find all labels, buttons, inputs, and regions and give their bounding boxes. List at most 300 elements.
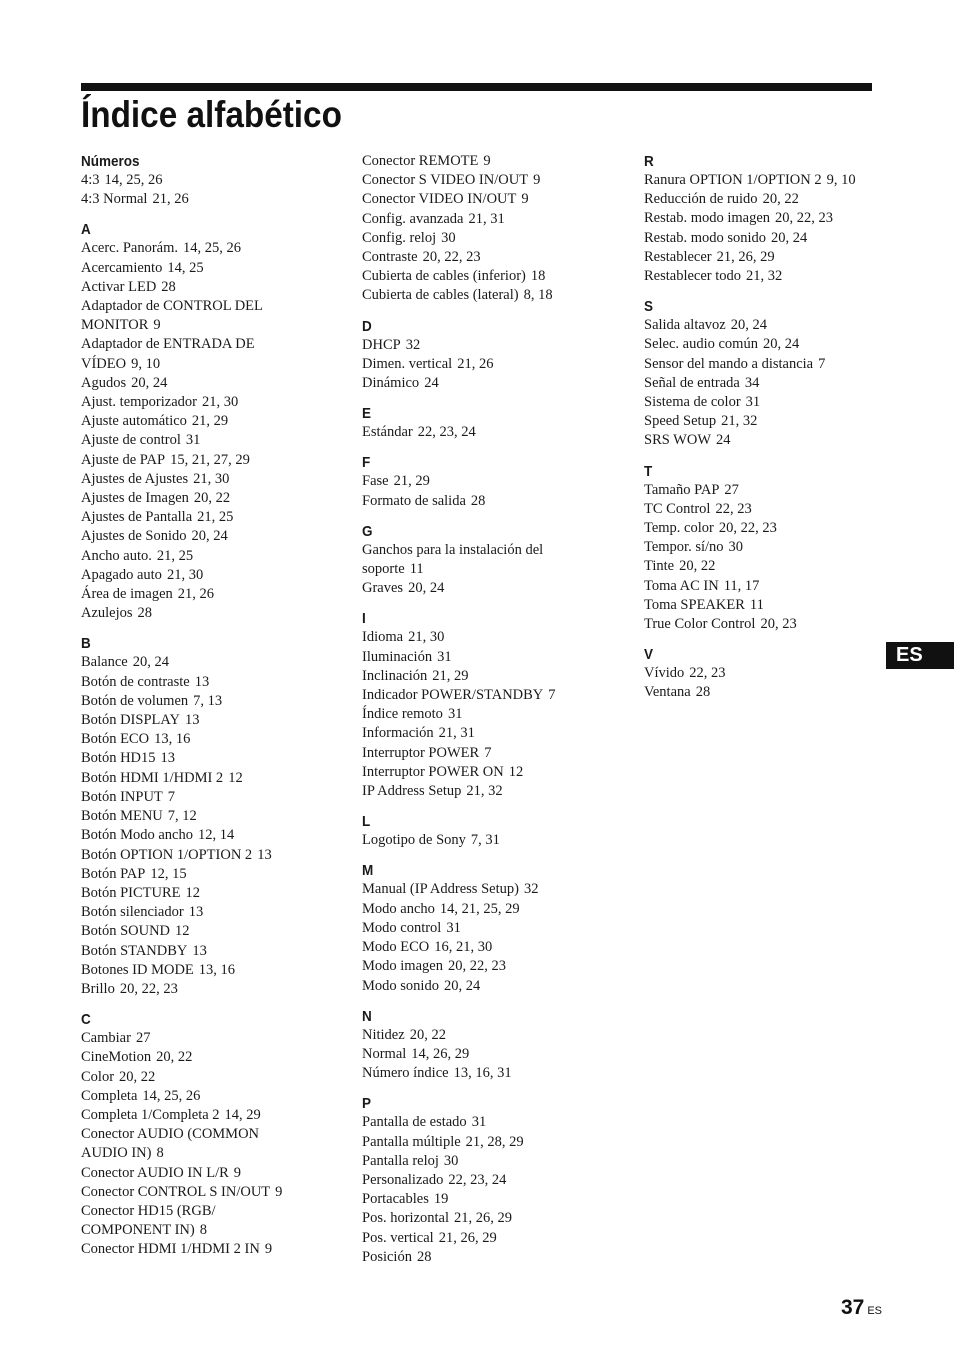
index-entry [362, 1171, 622, 1190]
index-entry [81, 604, 341, 623]
index-pages: 13, 16, 31 [453, 1065, 512, 1082]
index-term: Botón INPUT [81, 788, 163, 805]
section-heading: L [362, 813, 371, 831]
index-column-3 [644, 152, 904, 703]
page-title: Índice alfabético [81, 94, 342, 135]
index-entry [81, 1164, 341, 1183]
index-term: True Color Control [644, 616, 756, 633]
index-term: Portacables [362, 1191, 429, 1208]
index-term: Tinte [644, 558, 675, 575]
index-term: Botón de volumen [81, 692, 189, 709]
index-entry [644, 374, 904, 393]
index-pages: 21, 26 [177, 586, 215, 603]
index-entry [81, 769, 341, 788]
index-entry [362, 919, 622, 938]
index-pages: 28 [137, 605, 153, 622]
index-term: Dinámico [362, 375, 420, 392]
index-entry [81, 527, 341, 546]
section-heading: B [81, 635, 91, 653]
index-term: Contraste [362, 249, 418, 266]
section-heading: G [362, 522, 373, 540]
index-term: Botón PAP [81, 865, 146, 882]
index-section [362, 404, 622, 442]
index-pages: 20, 22 [409, 1026, 446, 1043]
index-pages: 22, 23 [689, 665, 726, 682]
index-entry [362, 628, 622, 647]
index-entry [362, 472, 622, 491]
index-section [362, 609, 622, 801]
index-pages: 21, 26, 29 [454, 1210, 512, 1227]
index-pages: 20, 22 [679, 558, 716, 575]
section-heading: A [81, 221, 91, 239]
index-entry [81, 1106, 341, 1125]
index-pages: 24 [716, 432, 731, 449]
index-pages: 13 [160, 750, 176, 767]
index-pages: 21, 26, 29 [438, 1229, 497, 1246]
index-term: Conector AUDIO (COMMON [81, 1126, 260, 1143]
index-pages: 20, 24 [771, 229, 808, 246]
index-entry [81, 730, 341, 749]
index-pages: 14, 29 [224, 1106, 261, 1123]
index-pages: 14, 25 [167, 259, 204, 276]
index-term: COMPONENT IN) [81, 1222, 195, 1239]
index-pages: 14, 25, 26 [142, 1087, 201, 1104]
index-term: Acerc. Panorám. [81, 240, 179, 257]
index-pages: 30 [728, 539, 744, 556]
index-entry [81, 335, 341, 354]
index-entry [644, 538, 904, 557]
section-heading: P [362, 1095, 372, 1113]
index-entry [81, 846, 341, 865]
index-pages: 20, 22 [193, 490, 231, 507]
index-entry [362, 267, 622, 286]
index-term: Agudos [81, 374, 127, 391]
index-term: MONITOR [81, 317, 149, 334]
index-column-2 [362, 152, 622, 1267]
index-term: Modo control [362, 919, 442, 936]
index-entry [362, 336, 622, 355]
index-pages: 21, 32 [721, 413, 758, 430]
index-entry [81, 1202, 341, 1221]
index-entry [81, 278, 341, 297]
index-term: Información [362, 725, 434, 742]
section-heading: S [644, 298, 654, 316]
index-term: Speed Setup [644, 413, 717, 430]
index-term: Azulejos [81, 605, 133, 622]
index-entry [644, 431, 904, 450]
index-pages: 30 [441, 229, 456, 246]
index-pages: 8 [199, 1222, 207, 1239]
index-term: Restablecer [644, 248, 712, 265]
index-pages: 32 [523, 881, 539, 898]
index-pages: 20, 22, 23 [119, 980, 178, 997]
index-pages: 24 [424, 375, 439, 392]
index-term: Ranura OPTION 1/OPTION 2 [644, 172, 822, 188]
index-term: Config. reloj [362, 229, 437, 246]
index-pages: 7, 12 [167, 808, 197, 825]
index-pages: 21, 30 [193, 470, 230, 487]
index-pages: 31 [745, 394, 761, 411]
index-term: Ajustes de Imagen [81, 490, 189, 507]
index-pages: 7 [484, 744, 492, 761]
index-term: Ventana [644, 684, 691, 701]
index-entry [362, 900, 622, 919]
index-term: soporte [362, 561, 405, 578]
index-pages: 34 [744, 374, 760, 391]
index-pages: 7 [167, 788, 176, 805]
index-entry [81, 1240, 341, 1259]
index-term: Adaptador de CONTROL DEL [81, 298, 263, 315]
index-entry [362, 1045, 622, 1064]
index-pages: 20, 22 [119, 1068, 156, 1085]
index-term: CineMotion [81, 1049, 152, 1066]
index-term: Ajustes de Sonido [81, 528, 187, 545]
index-pages: 16, 21, 30 [434, 939, 493, 956]
index-entry [81, 1144, 341, 1163]
index-term: Área de imagen [81, 586, 173, 603]
index-entry [81, 489, 341, 508]
index-entry [81, 807, 341, 826]
index-entry [81, 826, 341, 845]
section-heading: C [81, 1011, 91, 1029]
index-pages: 7, 31 [470, 832, 500, 849]
index-pages: 21, 32 [746, 268, 783, 285]
index-term: Temp. color [644, 520, 714, 537]
index-pages: 28 [416, 1248, 432, 1265]
index-term: Modo ancho [362, 900, 435, 917]
index-pages: 20, 22 [156, 1049, 193, 1066]
index-pages: 9, 10 [131, 355, 161, 372]
index-entry [644, 557, 904, 576]
index-pages: 7 [548, 687, 556, 704]
index-term: Botón ECO [81, 731, 150, 748]
index-term: Reducción de ruido [644, 191, 758, 208]
index-pages: 21, 25 [197, 509, 234, 526]
index-entry [81, 171, 341, 190]
index-term: Toma AC IN [644, 577, 719, 594]
index-entry [362, 229, 622, 248]
index-entry [81, 788, 341, 807]
index-pages: 20, 22, 23 [775, 210, 834, 227]
index-pages: 32 [405, 336, 421, 353]
index-pages: 31 [447, 706, 463, 723]
index-term: Ajuste de control [81, 432, 181, 449]
index-entry [81, 711, 341, 730]
index-section [81, 1010, 341, 1259]
index-pages: 14, 26, 29 [411, 1045, 470, 1062]
index-term: Idioma [362, 629, 404, 646]
index-entry [644, 248, 904, 267]
index-entry [81, 412, 341, 431]
section-heading: R [644, 153, 654, 170]
index-pages: 12 [175, 923, 190, 940]
index-entry [362, 286, 622, 305]
index-term: Conector CONTROL S IN/OUT [81, 1183, 271, 1200]
index-entry [81, 1048, 341, 1067]
index-entry [81, 884, 341, 903]
index-term: Botón PICTURE [81, 884, 181, 901]
index-pages: 11 [749, 596, 764, 613]
index-pages: 9 [264, 1241, 273, 1258]
section-heading: N [362, 1007, 372, 1025]
index-entry [362, 1133, 622, 1152]
index-term: Ganchos para la instalación del [362, 541, 544, 558]
index-entry [81, 903, 341, 922]
index-term: Formato de salida [362, 492, 466, 509]
index-term: Activar LED [81, 278, 157, 295]
index-term: Modo imagen [362, 958, 443, 975]
section-heading: V [644, 646, 654, 664]
index-pages: 21, 30 [166, 566, 204, 583]
index-term: Normal [362, 1045, 407, 1062]
index-term: Señal de entrada [644, 374, 740, 391]
index-entry [81, 316, 341, 335]
index-pages: 20, 22, 23 [422, 249, 481, 266]
index-term: Acercamiento [81, 259, 163, 276]
index-pages: 21, 30 [201, 394, 239, 411]
index-entry [644, 412, 904, 431]
index-entry [81, 1029, 341, 1048]
index-term: SRS WOW [644, 432, 712, 449]
index-entry [362, 579, 622, 598]
index-section [644, 152, 904, 286]
index-entry [362, 190, 622, 209]
index-entry [362, 724, 622, 743]
index-term: Logotipo de Sony [362, 832, 466, 849]
index-term: Balance [81, 654, 128, 671]
index-pages: 13 [192, 942, 207, 959]
index-entry [362, 831, 622, 850]
index-entry [81, 451, 341, 470]
index-entry [362, 1190, 622, 1209]
index-term: Pantalla reloj [362, 1152, 439, 1169]
index-entry [362, 1229, 622, 1248]
index-entry [362, 705, 622, 724]
index-pages: 20, 22, 23 [718, 520, 777, 537]
index-entry [644, 519, 904, 538]
index-pages: 22, 23, 24 [448, 1171, 507, 1188]
index-entry [644, 500, 904, 519]
index-pages: 20, 24 [131, 374, 168, 391]
index-term: Número índice [362, 1065, 449, 1082]
index-term: Iluminación [362, 648, 433, 665]
index-section [362, 861, 622, 995]
index-pages: 9 [533, 172, 541, 189]
index-term: Vívido [644, 665, 685, 682]
index-entry [81, 508, 341, 527]
index-term: Nitidez [362, 1026, 405, 1043]
index-section [362, 1094, 622, 1267]
index-entry [81, 865, 341, 884]
index-term: Dimen. vertical [362, 355, 453, 372]
index-entry [644, 335, 904, 354]
index-pages: 8, 18 [523, 287, 553, 304]
index-entry [644, 267, 904, 286]
index-pages: 13 [257, 846, 272, 863]
index-term: Conector REMOTE [362, 153, 479, 169]
index-section [362, 812, 622, 850]
index-entry [362, 355, 622, 374]
index-entry [362, 248, 622, 267]
index-entry [362, 686, 622, 705]
section-heading: I [362, 610, 366, 628]
index-term: Cambiar [81, 1030, 131, 1047]
index-term: Ajustes de Pantalla [81, 509, 193, 526]
index-pages: 14, 25, 26 [104, 172, 163, 188]
index-term: Interruptor POWER [362, 744, 480, 761]
index-section [81, 152, 341, 209]
index-pages: 9 [153, 317, 161, 334]
index-pages: 20, 23 [760, 616, 797, 633]
index-section [362, 453, 622, 510]
index-section [362, 152, 622, 306]
page-number-value: 37 [840, 1296, 865, 1319]
index-term: Posición [362, 1248, 412, 1265]
index-term: IP Address Setup [362, 783, 462, 800]
index-entry [362, 1026, 622, 1045]
section-heading: E [362, 405, 372, 423]
language-tab: ES [886, 642, 954, 669]
index-term: Completa 1/Completa 2 [81, 1106, 220, 1123]
index-term: Botón HD15 [81, 750, 156, 767]
index-pages: 20, 24 [730, 317, 767, 334]
index-entry [81, 1125, 341, 1144]
index-pages: 21, 25 [156, 547, 194, 564]
index-term: Botón SOUND [81, 923, 171, 940]
index-term: Ajust. temporizador [81, 394, 197, 411]
index-entry [644, 209, 904, 228]
index-term: Conector AUDIO IN L/R [81, 1164, 229, 1181]
index-entry [362, 492, 622, 511]
index-entry [644, 577, 904, 596]
index-entry [81, 692, 341, 711]
index-pages: 31 [471, 1114, 487, 1131]
section-heading: F [362, 454, 371, 472]
page-number-suffix: ES [867, 1305, 882, 1317]
index-pages: 12 [228, 769, 243, 786]
index-term: Fase [362, 473, 389, 490]
index-term: Completa [81, 1087, 138, 1104]
index-pages: 7 [818, 355, 826, 372]
index-term: AUDIO IN) [81, 1145, 152, 1162]
index-column-1 [81, 152, 341, 1260]
index-entry [362, 1209, 622, 1228]
index-term: Botón HDMI 1/HDMI 2 [81, 769, 224, 786]
index-entry [644, 683, 904, 702]
index-section [81, 220, 341, 623]
index-term: Selec. audio común [644, 336, 758, 353]
index-term: Botones ID MODE [81, 961, 194, 978]
index-pages: 14, 21, 25, 29 [439, 900, 520, 917]
index-pages: 13 [188, 904, 204, 921]
index-pages: 13, 16 [198, 961, 236, 978]
index-term: Ajustes de Ajustes [81, 470, 189, 487]
index-entry [81, 355, 341, 374]
index-entry [81, 470, 341, 489]
index-pages: 30 [443, 1152, 459, 1169]
index-entry [362, 1152, 622, 1171]
index-term: Toma SPEAKER [644, 596, 745, 613]
index-pages: 20, 24 [132, 654, 169, 671]
index-entry [81, 1183, 341, 1202]
section-heading: D [362, 317, 372, 335]
index-term: Interruptor POWER ON [362, 763, 504, 780]
index-entry [81, 942, 341, 961]
index-pages: 13 [184, 712, 200, 729]
index-term: Color [81, 1068, 115, 1085]
index-entry [362, 782, 622, 801]
index-entry [644, 229, 904, 248]
index-entry [362, 423, 622, 442]
index-pages: 31 [446, 919, 461, 936]
index-term: VÍDEO [81, 355, 127, 372]
index-term: Restab. modo imagen [644, 210, 771, 227]
index-pages: 11 [409, 561, 424, 578]
index-pages: 28 [470, 492, 486, 509]
index-entry [81, 1068, 341, 1087]
index-pages: 27 [724, 481, 739, 498]
index-term: Conector VIDEO IN/OUT [362, 191, 517, 208]
index-pages: 21, 26 [457, 355, 494, 372]
index-pages: 21, 30 [408, 629, 445, 646]
index-pages: 14, 25, 26 [183, 240, 242, 257]
index-term: Inclinación [362, 667, 428, 684]
section-heading: Números [81, 153, 140, 170]
index-term: Botón Modo ancho [81, 827, 193, 844]
index-entry [362, 957, 622, 976]
index-pages: 13 [194, 673, 210, 690]
index-entry [644, 316, 904, 335]
index-term: Conector S VIDEO IN/OUT [362, 172, 529, 189]
index-term: TC Control [644, 500, 711, 517]
index-entry [362, 667, 622, 686]
index-entry [644, 393, 904, 412]
index-term: Restablecer todo [644, 268, 742, 285]
index-term: Brillo [81, 980, 115, 997]
index-section [81, 634, 341, 999]
index-entry [644, 664, 904, 683]
index-section [362, 1007, 622, 1084]
index-pages: 20, 24 [443, 977, 481, 994]
index-entry [644, 615, 904, 634]
index-section [362, 522, 622, 599]
index-pages: 31 [437, 648, 452, 665]
index-section [644, 297, 904, 450]
index-term: Tamaño PAP [644, 481, 720, 498]
index-term: Restab. modo sonido [644, 229, 767, 246]
index-section [644, 462, 904, 635]
index-pages: 12 [185, 884, 200, 901]
index-entry [362, 648, 622, 667]
index-entry [81, 239, 341, 258]
index-term: Conector HD15 (RGB/ [81, 1202, 216, 1219]
index-entry [362, 938, 622, 957]
index-entry [644, 171, 904, 190]
index-term: Indicador POWER/STANDBY [362, 687, 544, 704]
index-term: Botón de contraste [81, 673, 190, 690]
section-heading: M [362, 862, 374, 880]
index-term: DHCP [362, 336, 401, 353]
index-pages: 19 [433, 1191, 449, 1208]
index-term: Ajuste automático [81, 413, 187, 430]
index-entry [81, 980, 341, 999]
index-entry [81, 585, 341, 604]
index-term: Pantalla de estado [362, 1114, 467, 1131]
index-pages: 20, 22, 23 [447, 958, 506, 975]
index-term: Botón DISPLAY [81, 712, 180, 729]
index-term: Personalizado [362, 1171, 444, 1188]
index-entry [81, 297, 341, 316]
